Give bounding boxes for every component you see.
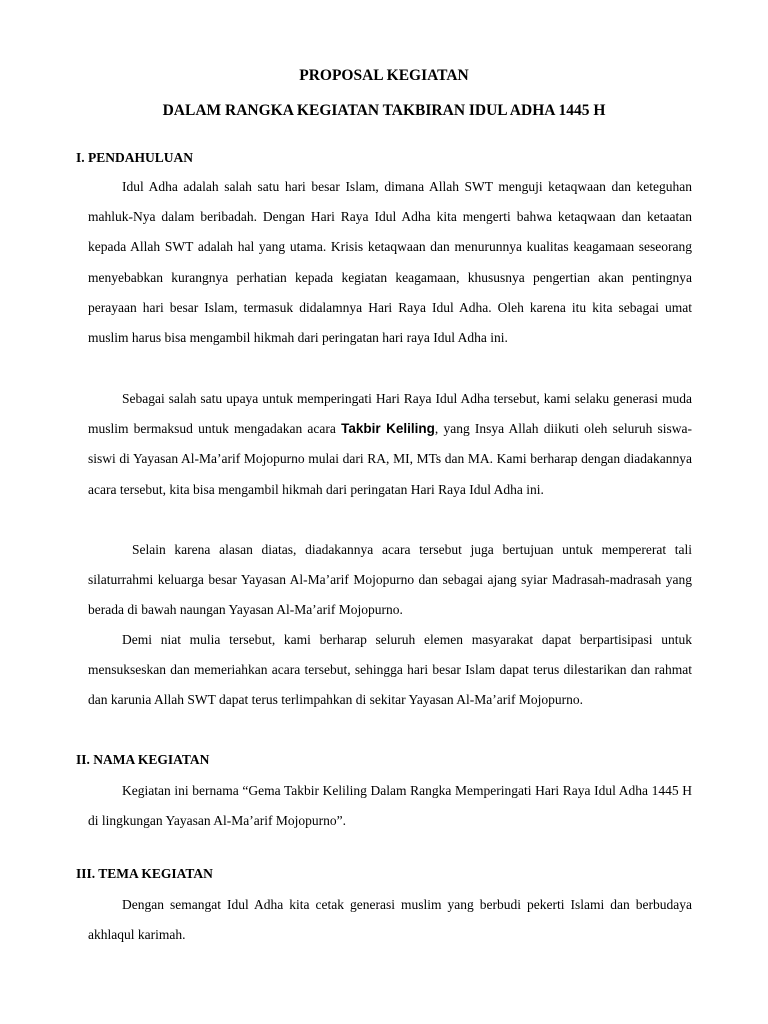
- paragraph-nama-kegiatan: Kegiatan ini bernama “Gema Takbir Keliling Dalam Rangka Memperingati Hari Raya Idul Adha 1445 H di lingkungan Yayasan Al-Ma’arif Mojopurno”.: [88, 783, 692, 829]
- highlight-takbir-keliling: Takbir Keliling: [341, 421, 435, 437]
- section-heading-nama-kegiatan: II. NAMA KEGIATAN: [76, 752, 210, 767]
- section-heading-tema-kegiatan: III. TEMA KEGIATAN: [76, 866, 213, 881]
- document-subtitle: DALAM RANGKA KEGIATAN TAKBIRAN IDUL ADHA 1445 H: [162, 102, 606, 119]
- paragraph-pendahuluan-1: Idul Adha adalah salah satu hari besar Islam, dimana Allah SWT menguji ketaqwaan dan keteguhan mahluk-Nya dalam beribadah. Dengan Hari Raya Idul Adha kita mengerti bahwa ketaqwaan dan ketaatan kepada Allah SWT adalah hal yang utama. Krisis ketaqwaan dan menurunnya kualitas keagamaan seseorang menyebabkan kurangnya perhatian kepada kegiatan keagamaan, khususnya pengertian akan pentingnya perayaan hari besar Islam, termasuk didalamnya Hari Raya Idul Adha. Oleh karena itu kita sebagai umat muslim harus bisa mengambil hikmah dari peringatan hari raya Idul Adha ini.: [88, 179, 692, 346]
- document-title: PROPOSAL KEGIATAN: [299, 67, 469, 84]
- paragraph-pendahuluan-3: Selain karena alasan diatas, diadakannya acara tersebut juga bertujuan untuk mempererat tali silaturrahmi keluarga besar Yayasan Al-Ma’arif Mojopurno dan sebagai ajang syiar Madrasah-madrasah yang berada di bawah naungan Yayasan Al-Ma’arif Mojopurno.: [88, 542, 692, 618]
- paragraph-tema-kegiatan: Dengan semangat Idul Adha kita cetak generasi muslim yang berbudi pekerti Islami dan berbudaya akhlaqul karimah.: [88, 897, 692, 943]
- paragraph-pendahuluan-2: Sebagai salah satu upaya untuk memperingati Hari Raya Idul Adha tersebut, kami selaku generasi muda muslim bermaksud untuk mengadakan acara Takbir Keliling, yang Insya Allah diikuti oleh seluruh siswa-siswi di Yayasan Al-Ma’arif Mojopurno mulai dari RA, MI, MTs dan MA. Kami berharap dengan diadakannya acara tersebut, kita bisa mengambil hikmah dari peringatan Hari Raya Idul Adha ini.: [88, 391, 692, 497]
- section-heading-pendahuluan: I. PENDAHULUAN: [76, 150, 194, 165]
- paragraph-pendahuluan-4: Demi niat mulia tersebut, kami berharap seluruh elemen masyarakat dapat berpartisipasi untuk mensukseskan dan memeriahkan acara tersebut, sehingga hari besar Islam dapat terus dilestarikan dan rahmat dan karunia Allah SWT dapat terus terlimpahkan di sekitar Yayasan Al-Ma’arif Mojopurno.: [88, 632, 692, 708]
